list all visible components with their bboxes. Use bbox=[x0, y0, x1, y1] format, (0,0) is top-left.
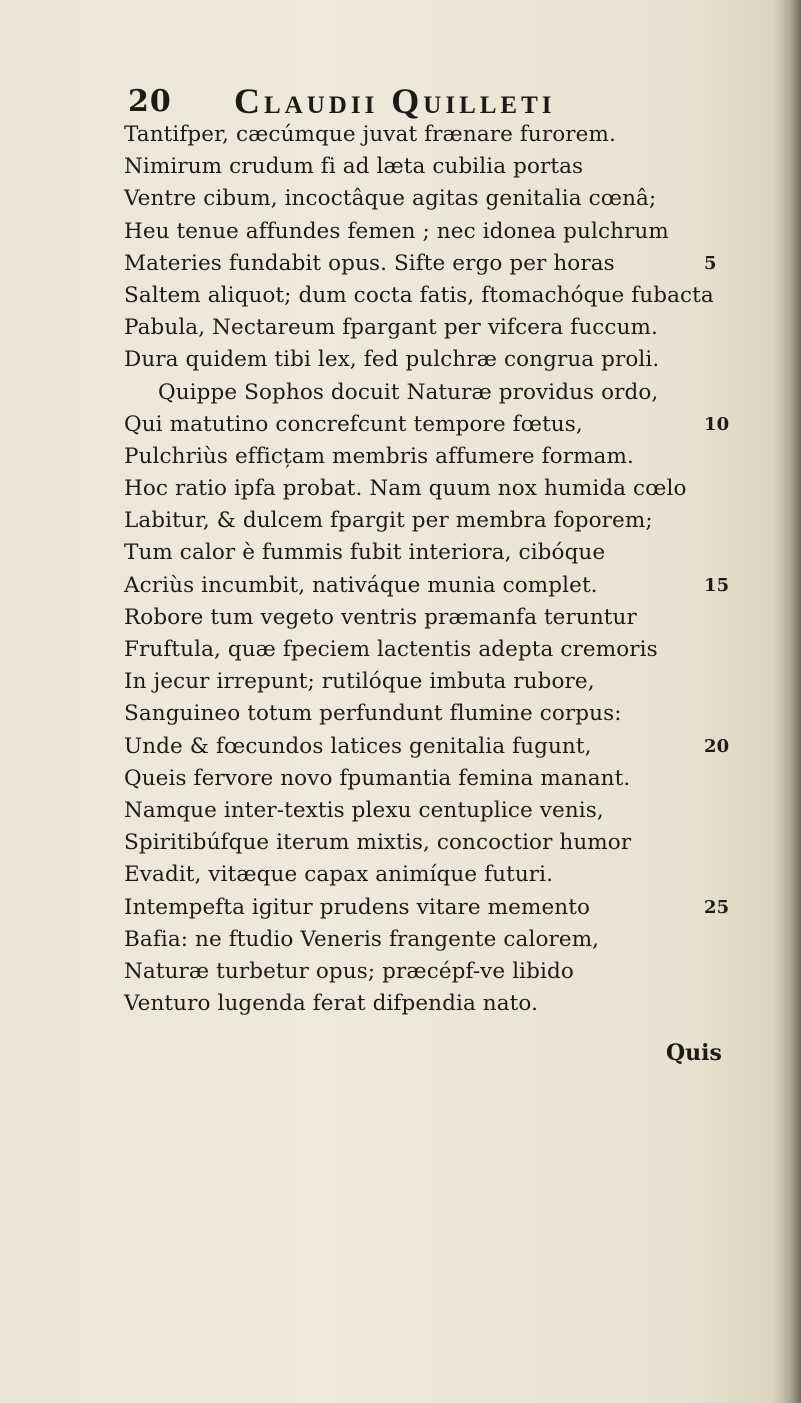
verse-line-text: Quippe Sophos docuit Naturæ providus ordo, bbox=[158, 379, 659, 405]
verse-line-text: Fruftula, quæ fpeciem lactentis adepta cremoris bbox=[124, 637, 658, 662]
page-number: 20 bbox=[128, 84, 172, 119]
verse-line-text: Pabula, Nectareum fpargant per vifcera fuccum. bbox=[124, 315, 658, 341]
verse-line bbox=[124, 634, 764, 666]
verse-line bbox=[124, 344, 764, 376]
verse-line-text: Materies fundabit opus. Sifte ergo per horas bbox=[124, 250, 615, 276]
page-edge-shadow bbox=[773, 0, 801, 1403]
verse-line-text: Saltem aliquot; dum cocta fatis, ftomachóque fubacta bbox=[124, 282, 714, 308]
verse-line-text: Robore tum vegeto ventris præmanfa teruntur bbox=[124, 604, 637, 630]
line-number: 15 bbox=[704, 574, 730, 596]
verse-line bbox=[124, 280, 764, 312]
verse-line bbox=[124, 248, 764, 280]
verse-line-text: Evadit, vitæque capax animíque futuri. bbox=[124, 862, 554, 888]
verse-line bbox=[124, 151, 764, 183]
verse-line-text: Labitur, & dulcem fpargit per membra foporem; bbox=[124, 508, 653, 534]
verse-line-text: Spiritibúfque iterum mixtis, concoctior humor bbox=[124, 830, 632, 856]
catchword: Quis bbox=[666, 1040, 722, 1066]
verse-line bbox=[124, 473, 764, 505]
verse-line-text: Sanguineo totum perfundunt flumine corpus: bbox=[124, 701, 622, 727]
verse-line bbox=[124, 505, 764, 537]
verse-line bbox=[124, 795, 764, 827]
verse-line-text: Qui matutino concrefcunt tempore fœtus, bbox=[124, 411, 583, 437]
verse-line-text: Tum calor è fummis fubit interiora, cibóque bbox=[124, 540, 606, 566]
running-head: Claudii Quilleti bbox=[234, 81, 556, 121]
verse-line-text: Venturo lugenda ferat difpendia nato. bbox=[124, 991, 539, 1017]
verse-line bbox=[124, 763, 764, 795]
verse-line-text: Intempefta igitur prudens vitare memento bbox=[124, 894, 590, 920]
line-number: 25 bbox=[704, 896, 730, 918]
verse-line bbox=[124, 988, 764, 1020]
page-header bbox=[128, 80, 748, 120]
verse-line bbox=[124, 602, 764, 634]
verse-line-text: Namque inter-textis plexu centuplice venis, bbox=[124, 797, 604, 823]
verse-line bbox=[124, 570, 764, 602]
verse-line-text: Pulchriùs efficțam membris affumere formam. bbox=[124, 443, 634, 469]
verse-line bbox=[124, 956, 764, 988]
verse-line bbox=[124, 698, 764, 730]
line-number: 10 bbox=[704, 413, 730, 435]
verse-line bbox=[124, 924, 764, 956]
verse-line bbox=[124, 827, 764, 859]
verse-line-text: Heu tenue affundes femen ; nec idonea pulchrum bbox=[124, 218, 669, 244]
verse-line-text: Nimirum crudum fi ad læta cubilia portas bbox=[124, 154, 584, 180]
verse-line bbox=[124, 312, 764, 344]
verse-line bbox=[124, 441, 764, 473]
verse-line bbox=[124, 119, 764, 151]
line-number: 20 bbox=[704, 735, 730, 757]
verse-line-text: Acriùs incumbit, nativáque munia complet. bbox=[124, 572, 598, 598]
line-number: 5 bbox=[704, 252, 717, 274]
verse-line bbox=[124, 409, 764, 441]
verse-line bbox=[124, 216, 764, 248]
verse-line-text: Naturæ turbetur opus; præcépf-ve libido bbox=[124, 958, 574, 984]
verse-line bbox=[124, 892, 764, 924]
verse-line-text: Dura quidem tibi lex, fed pulchræ congrua proli. bbox=[124, 347, 660, 373]
verse-line-text: Bafia: ne ftudio Veneris frangente calorem, bbox=[124, 926, 600, 952]
verse-line bbox=[124, 859, 764, 891]
verse-line bbox=[124, 183, 764, 215]
verse-line bbox=[124, 666, 764, 698]
verse-line-text: Ventre cibum, incoctâque agitas genitalia cœnâ; bbox=[124, 186, 657, 212]
verse-line bbox=[124, 537, 764, 569]
verse-line-text: Unde & fœcundos latices genitalia fugunt, bbox=[124, 733, 592, 759]
verse-line-text: Tantifper, cæcúmque juvat frænare furorem. bbox=[124, 122, 616, 147]
verse-line bbox=[124, 377, 764, 409]
verse-line-text: In jecur irrepunt; rutilóque imbuta rubore, bbox=[124, 669, 595, 695]
verse-line-text: Queis fervore novo fpumantia femina manant. bbox=[124, 765, 631, 791]
verse-block bbox=[124, 119, 764, 1020]
verse-line bbox=[124, 731, 764, 763]
verse-line-text: Hoc ratio ipfa probat. Nam quum nox humida cœlo bbox=[124, 476, 687, 502]
